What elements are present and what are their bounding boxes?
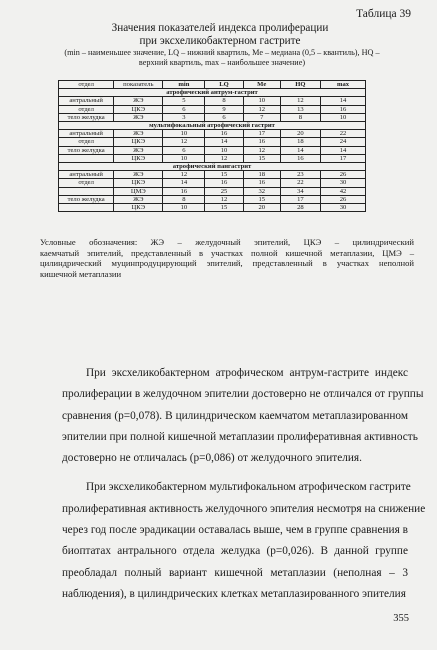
hq-cell: 18 xyxy=(280,138,320,146)
max-cell: 14 xyxy=(321,146,366,154)
max-cell: 14 xyxy=(321,97,366,105)
me-cell: 32 xyxy=(243,187,280,195)
hq-cell: 22 xyxy=(280,179,320,187)
hq-cell: 28 xyxy=(280,204,320,212)
indicator-cell: ЖЭ xyxy=(114,195,163,203)
min-cell: 5 xyxy=(163,97,205,105)
table-header-row xyxy=(59,81,366,89)
table-row xyxy=(59,171,366,179)
body-text xyxy=(62,363,426,605)
column-header-hq: HQ xyxy=(280,81,320,89)
table-row xyxy=(59,154,366,162)
min-cell: 16 xyxy=(163,187,205,195)
indicator-cell: ЖЭ xyxy=(114,171,163,179)
me-cell: 16 xyxy=(243,179,280,187)
paragraph-1-line: достоверно не отличалась (р=0,086) от желудочного эпителия. xyxy=(62,452,362,465)
indicator-cell: ЦКЭ xyxy=(114,204,163,212)
table-subtitle-line-1: (min – наименьшее значение, LQ – нижний квартиль, Me – медиана (0,5 – квантиль), HQ – xyxy=(64,48,380,57)
lq-cell: 15 xyxy=(205,204,243,212)
indicator-cell: ЖЭ xyxy=(114,97,163,105)
dept-cell: тело желудка xyxy=(59,195,114,203)
min-cell: 3 xyxy=(163,113,205,121)
paragraph-2-line: пролиферативная активность желудочного эпителия несмотря на снижение xyxy=(62,502,426,515)
section-title: атрофический антрум-гастрит xyxy=(59,89,366,97)
indicator-cell: ЦКЭ xyxy=(114,105,163,113)
paragraph-gap xyxy=(62,469,408,477)
table-row xyxy=(59,138,366,146)
table-label: Таблица 39 xyxy=(356,8,411,20)
dept-cell: тело желудка xyxy=(59,146,114,154)
min-cell: 12 xyxy=(163,171,205,179)
me-cell: 15 xyxy=(243,154,280,162)
min-cell: 12 xyxy=(163,138,205,146)
min-cell: 10 xyxy=(163,130,205,138)
max-cell: 10 xyxy=(321,113,366,121)
me-cell: 20 xyxy=(243,204,280,212)
paragraph-1-line: пролиферации в желудочном эпителии достоверно не отличался от группы xyxy=(62,388,424,401)
indicator-cell: ЦКЭ xyxy=(114,138,163,146)
indicator-cell: ЖЭ xyxy=(114,130,163,138)
table-title-line-1: Значения показателей индекса пролиферации xyxy=(111,22,329,34)
me-cell: 12 xyxy=(243,146,280,154)
section-header-row xyxy=(59,122,366,130)
table-row xyxy=(59,195,366,203)
table-subtitle xyxy=(30,48,414,68)
legend-line: кишечной метаплазии xyxy=(40,268,122,279)
hq-cell: 12 xyxy=(280,97,320,105)
dept-cell xyxy=(59,187,114,195)
table-row xyxy=(59,187,366,195)
legend-notes xyxy=(40,237,414,279)
dept-cell: отдел xyxy=(59,138,114,146)
lq-cell: 14 xyxy=(205,138,243,146)
indicator-cell: ЦМЭ xyxy=(114,187,163,195)
table-row xyxy=(59,105,366,113)
paragraph-2-line: наблюдения), в цилиндрических клетках метаплазированного эпителия xyxy=(62,587,406,600)
dept-cell: антральный xyxy=(59,171,114,179)
max-cell: 42 xyxy=(321,187,366,195)
dept-cell xyxy=(59,204,114,212)
me-cell: 18 xyxy=(243,171,280,179)
max-cell: 30 xyxy=(321,179,366,187)
max-cell: 17 xyxy=(321,154,366,162)
lq-cell: 16 xyxy=(205,130,243,138)
me-cell: 7 xyxy=(243,113,280,121)
lq-cell: 12 xyxy=(205,195,243,203)
dept-cell: антральный xyxy=(59,97,114,105)
lq-cell: 12 xyxy=(205,154,243,162)
legend-line: цилиндрический муцинпродуцирующий эпителий, представленный в участках неполной xyxy=(40,258,414,269)
table-row xyxy=(59,179,366,187)
section-title: атрофический пангастрит xyxy=(59,163,366,171)
min-cell: 6 xyxy=(163,105,205,113)
dept-cell: отдел xyxy=(59,105,114,113)
paragraph-1 xyxy=(62,363,424,469)
lq-cell: 15 xyxy=(205,171,243,179)
column-header-lq: LQ xyxy=(205,81,243,89)
column-header-min: min xyxy=(163,81,205,89)
section-title: мультифокальный атрофический гастрит xyxy=(59,122,366,130)
paragraph-1-line: При эксхеликобактерном атрофическом антрум-гастрите индекс xyxy=(86,367,408,379)
paragraph-2-line: через год после эрадикации оставалась выше, чем в группе сравнения в xyxy=(62,524,408,537)
dept-cell: отдел xyxy=(59,179,114,187)
max-cell: 22 xyxy=(321,130,366,138)
lq-cell: 16 xyxy=(205,179,243,187)
legend-line: Условные обозначения: ЖЭ – желудочный эпителий, ЦКЭ – цилиндрический xyxy=(40,237,414,247)
hq-cell: 14 xyxy=(280,146,320,154)
column-header-me: Me xyxy=(243,81,280,89)
table-row xyxy=(59,146,366,154)
page-number: 355 xyxy=(393,613,409,624)
lq-cell: 6 xyxy=(205,113,243,121)
dept-cell: тело желудка xyxy=(59,113,114,121)
dept-cell: антральный xyxy=(59,130,114,138)
section-header-row xyxy=(59,89,366,97)
paragraph-2 xyxy=(62,477,426,605)
me-cell: 15 xyxy=(243,195,280,203)
me-cell: 10 xyxy=(243,97,280,105)
column-header-dept: отдел xyxy=(59,81,114,89)
paragraph-2-line: преобладал полный вариант кишечной метаплазии (неполная – 3 xyxy=(62,566,408,579)
min-cell: 10 xyxy=(163,154,205,162)
indicator-cell: ЦКЭ xyxy=(114,179,163,187)
max-cell: 24 xyxy=(321,138,366,146)
indicator-cell: ЖЭ xyxy=(114,146,163,154)
table-row xyxy=(59,97,366,105)
lq-cell: 10 xyxy=(205,146,243,154)
lq-cell: 8 xyxy=(205,97,243,105)
max-cell: 26 xyxy=(321,171,366,179)
paragraph-1-line: эпителии при полной кишечной метаплазии пролиферативная активность xyxy=(62,430,418,443)
table-title-line-2: при эксхеликобактерном гастрите xyxy=(139,35,301,47)
column-header-indicator: показатель xyxy=(114,81,163,89)
section-header-row xyxy=(59,163,366,171)
table-header xyxy=(59,81,366,89)
table-body xyxy=(59,89,366,212)
proliferation-table xyxy=(58,80,366,212)
min-cell: 10 xyxy=(163,204,205,212)
hq-cell: 16 xyxy=(280,154,320,162)
max-cell: 26 xyxy=(321,195,366,203)
me-cell: 16 xyxy=(243,138,280,146)
lq-cell: 9 xyxy=(205,105,243,113)
hq-cell: 34 xyxy=(280,187,320,195)
hq-cell: 8 xyxy=(280,113,320,121)
paragraph-2-line: биоптатах антрального отдела желудка (р=0,026). В данной группе xyxy=(62,545,408,558)
paragraph-1-line: сравнения (р=0,078). В цилиндрическом каемчатом метаплазированном xyxy=(62,409,408,422)
column-header-max: max xyxy=(321,81,366,89)
hq-cell: 17 xyxy=(280,195,320,203)
hq-cell: 23 xyxy=(280,171,320,179)
min-cell: 14 xyxy=(163,179,205,187)
table-row xyxy=(59,113,366,121)
max-cell: 30 xyxy=(321,204,366,212)
max-cell: 16 xyxy=(321,105,366,113)
min-cell: 8 xyxy=(163,195,205,203)
indicator-cell: ЖЭ xyxy=(114,113,163,121)
table-row xyxy=(59,204,366,212)
me-cell: 12 xyxy=(243,105,280,113)
paragraph-2-line: При эксхеликобактерном мультифокальном атрофическом гастрите xyxy=(86,481,411,494)
indicator-cell: ЦКЭ xyxy=(114,154,163,162)
dept-cell xyxy=(59,154,114,162)
table-subtitle-line-2: верхний квартиль, max – наибольшее значение) xyxy=(138,58,306,67)
legend-line: каемчатый эпителий, представленный в участках полной кишечной метаплазии, ЦМЭ – xyxy=(40,247,414,258)
table-row xyxy=(59,130,366,138)
me-cell: 17 xyxy=(243,130,280,138)
hq-cell: 20 xyxy=(280,130,320,138)
min-cell: 6 xyxy=(163,146,205,154)
hq-cell: 13 xyxy=(280,105,320,113)
lq-cell: 25 xyxy=(205,187,243,195)
